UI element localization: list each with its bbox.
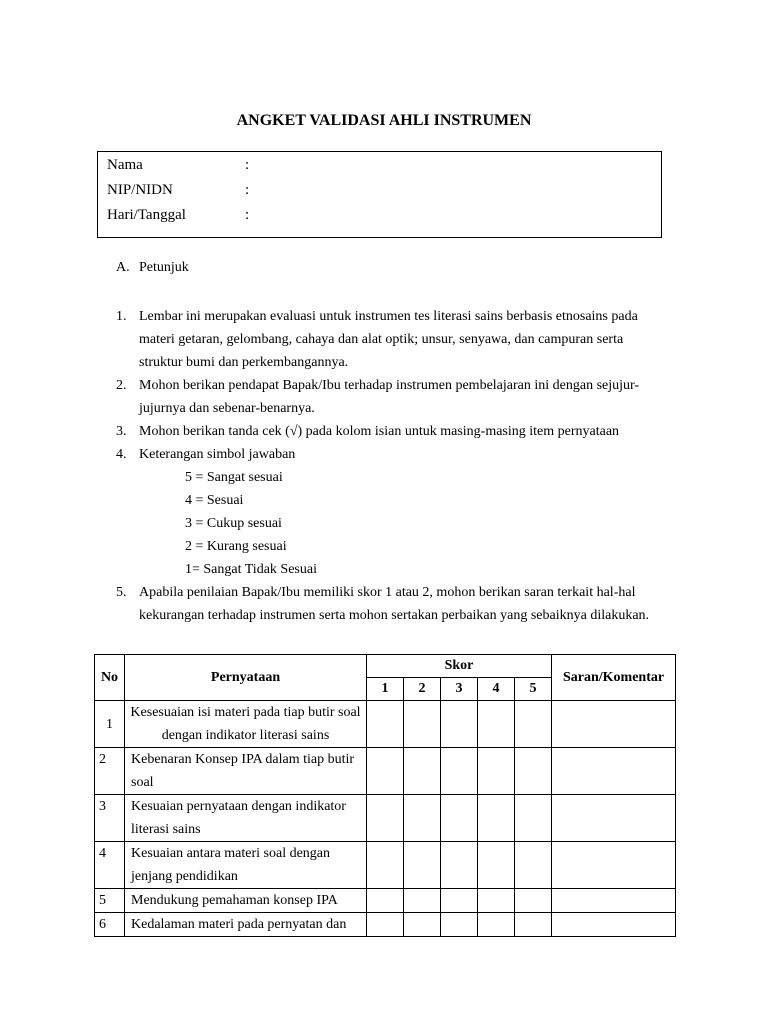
instruction-text: Lembar ini merupakan evaluasi untuk instrumen tes literasi sains berbasis etnosains pada materi getaran, gelombang, cahaya dan alat optik; unsur, senyawa, dan campuran serta struktur bumi dan perkembangannya. xyxy=(139,309,638,370)
identity-label: NIP/NIDN xyxy=(107,182,173,198)
identity-colon: : xyxy=(245,207,250,223)
score-cell[interactable] xyxy=(515,748,552,795)
instruction-number: 1. xyxy=(116,309,127,324)
row-statement: Kedalaman materi pada pernyatan dan xyxy=(125,913,367,937)
score-cell[interactable] xyxy=(404,842,441,889)
instruction-text: Mohon berikan tanda cek (√) pada kolom isian untuk masing-masing item pernyataan xyxy=(139,424,620,439)
row-number: 4 xyxy=(95,842,125,889)
score-cell[interactable] xyxy=(441,701,478,748)
row-statement: Kesuaian pernyataan dengan indikator literasi sains xyxy=(125,795,367,842)
instruction-text: Keterangan simbol jawaban xyxy=(139,447,296,462)
instruction-number: 2. xyxy=(116,378,127,393)
score-cell[interactable] xyxy=(515,842,552,889)
score-cell[interactable] xyxy=(478,748,515,795)
comment-cell[interactable] xyxy=(552,701,676,748)
score-cell[interactable] xyxy=(367,842,404,889)
header-score-4: 4 xyxy=(478,678,515,701)
score-cell[interactable] xyxy=(441,748,478,795)
legend-item: 5 = Sangat sesuai xyxy=(185,470,283,485)
header-skor: Skor xyxy=(367,655,552,678)
header-score-5: 5 xyxy=(515,678,552,701)
comment-cell[interactable] xyxy=(552,748,676,795)
row-number: 3 xyxy=(95,795,125,842)
instruction-text: Apabila penilaian Bapak/Ibu memiliki skor 1 atau 2, mohon berikan saran terkait hal-hal kekurangan terhadap instrumen serta mohon sertakan perbaikan yang sebaiknya dilakukan. xyxy=(139,585,650,623)
score-cell[interactable] xyxy=(367,795,404,842)
table-row xyxy=(95,913,676,937)
score-cell[interactable] xyxy=(515,913,552,937)
row-statement: Kebenaran Konsep IPA dalam tiap butir soal xyxy=(125,748,367,795)
header-pernyataan: Pernyataan xyxy=(125,655,367,701)
row-number: 5 xyxy=(95,889,125,913)
score-cell[interactable] xyxy=(441,889,478,913)
section-letter: A. xyxy=(116,260,130,275)
legend-item: 1= Sangat Tidak Sesuai xyxy=(185,562,317,577)
identity-box xyxy=(97,151,662,238)
table-row xyxy=(95,701,676,748)
header-saran: Saran/Komentar xyxy=(552,655,676,701)
score-cell[interactable] xyxy=(367,913,404,937)
table-row xyxy=(95,748,676,795)
score-cell[interactable] xyxy=(404,701,441,748)
identity-label: Hari/Tanggal xyxy=(107,207,186,223)
comment-cell[interactable] xyxy=(552,795,676,842)
score-cell[interactable] xyxy=(404,795,441,842)
score-cell[interactable] xyxy=(404,889,441,913)
table-row xyxy=(95,842,676,889)
score-cell[interactable] xyxy=(478,701,515,748)
score-cell[interactable] xyxy=(441,913,478,937)
score-cell[interactable] xyxy=(515,889,552,913)
score-cell[interactable] xyxy=(515,795,552,842)
document-title: ANGKET VALIDASI AHLI INSTRUMEN xyxy=(236,112,532,129)
table-row xyxy=(95,889,676,913)
legend-item: 3 = Cukup sesuai xyxy=(185,516,282,531)
identity-label: Nama xyxy=(107,157,143,173)
row-number: 2 xyxy=(95,748,125,795)
comment-cell[interactable] xyxy=(552,889,676,913)
row-number: 1 xyxy=(95,701,125,748)
row-statement: Kesuaian antara materi soal dengan jenjang pendidikan xyxy=(125,842,367,889)
score-cell[interactable] xyxy=(404,913,441,937)
score-cell[interactable] xyxy=(404,748,441,795)
legend-item: 4 = Sesuai xyxy=(185,493,244,508)
score-cell[interactable] xyxy=(441,842,478,889)
instruction-number: 5. xyxy=(116,585,127,600)
identity-colon: : xyxy=(245,157,250,173)
score-cell[interactable] xyxy=(478,889,515,913)
score-cell[interactable] xyxy=(367,748,404,795)
header-no: No xyxy=(95,655,125,701)
score-cell[interactable] xyxy=(367,701,404,748)
header-score-3: 3 xyxy=(441,678,478,701)
instruction-text: Mohon berikan pendapat Bapak/Ibu terhadap instrumen pembelajaran ini dengan sejujur-jujurnya dan sebenar-benarnya. xyxy=(139,378,640,416)
score-cell[interactable] xyxy=(367,889,404,913)
identity-colon: : xyxy=(245,182,250,198)
row-number: 6 xyxy=(95,913,125,937)
validation-table xyxy=(94,654,676,937)
header-score-2: 2 xyxy=(404,678,441,701)
instruction-number: 4. xyxy=(116,447,127,462)
legend-item: 2 = Kurang sesuai xyxy=(185,539,287,554)
row-statement: Mendukung pemahaman konsep IPA xyxy=(125,889,367,913)
score-cell[interactable] xyxy=(478,913,515,937)
comment-cell[interactable] xyxy=(552,842,676,889)
score-cell[interactable] xyxy=(478,842,515,889)
score-cell[interactable] xyxy=(515,701,552,748)
comment-cell[interactable] xyxy=(552,913,676,937)
section-title: Petunjuk xyxy=(139,260,189,275)
instruction-number: 3. xyxy=(116,424,127,439)
score-cell[interactable] xyxy=(441,795,478,842)
table-row xyxy=(95,795,676,842)
row-statement: Kesesuaian isi materi pada tiap butir soal dengan indikator literasi sains xyxy=(125,701,367,748)
score-cell[interactable] xyxy=(478,795,515,842)
header-score-1: 1 xyxy=(367,678,404,701)
